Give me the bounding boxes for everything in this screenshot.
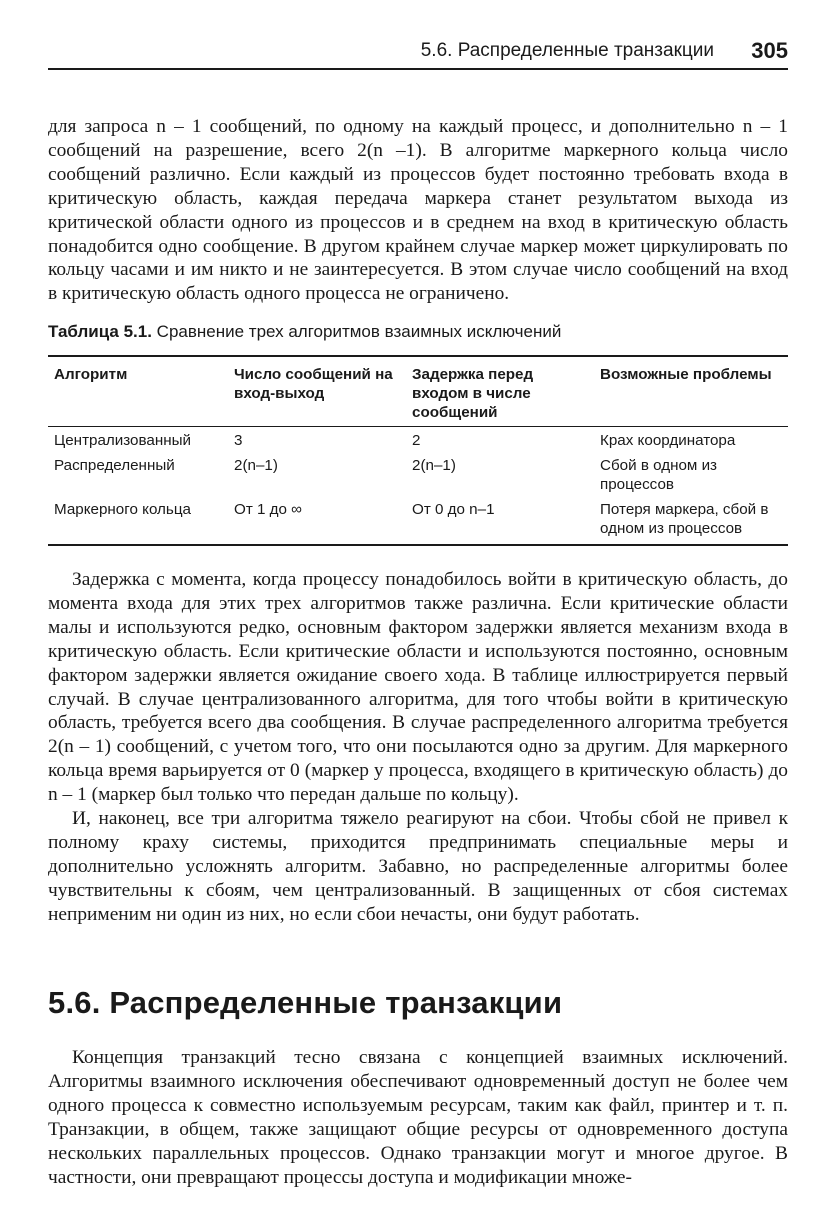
paragraph: И, наконец, все три алгоритма тяжело реагируют на сбои. Чтобы сбой не привел к полному краху системы, приходится предпринимать специальные меры и дополнительно усложнять алгоритм. Забавно, но распределенные алгоритмы более чувствительны к сбоям, чем централизованный. В защищенных от сбоя системах неприменим ни один из них, но если сбои нечасты, они будут работать. bbox=[48, 808, 788, 925]
table-cell: От 1 до ∞ bbox=[234, 501, 303, 518]
paragraph: Задержка с момента, когда процессу понадобилось войти в критическую область, до момента входа для этих трех алгоритмов также различна. Если критические области малы и используются редко, основным фактором задержки является механизм входа в критическую область. Если критические области и используются постоянно, основным фактором задержки является ожидание своего хода. В таблице иллюстрируется первый случай. В случае централизованного алгоритма, для того чтобы войти в критическую область, требуется всего два сообщения. В случае распределенного алгоритма требуется 2(n – 1) сообщений, с учетом того, что они посылаются одно за другим. Для маркерного кольца время варьируется от 0 (маркер у процесса, входящего в критическую область) до n – 1 (маркер был только что передан дальше по кольцу). bbox=[48, 569, 788, 806]
table-row bbox=[48, 453, 788, 497]
header-messages: Число сообщений на вход-выход bbox=[234, 366, 393, 402]
header-algorithm: Алгоритм bbox=[54, 366, 128, 383]
table-cell: Маркерного кольца bbox=[54, 501, 191, 518]
running-head-title: 5.6. Распределенные транзакции bbox=[420, 40, 714, 61]
table-row bbox=[48, 497, 788, 545]
table-header-row bbox=[48, 356, 788, 427]
table-cell: Сбой в одном из процессов bbox=[600, 457, 718, 493]
table-cell: 3 bbox=[234, 432, 243, 449]
table-cell: 2(n–1) bbox=[412, 457, 456, 474]
table-cell: 2(n–1) bbox=[234, 457, 278, 474]
table-cell: От 0 до n–1 bbox=[412, 501, 495, 518]
table-cell: Крах координатора bbox=[600, 432, 736, 449]
table-cell: 2 bbox=[412, 432, 421, 449]
header-delay: Задержка перед входом в числе сообщений bbox=[412, 366, 534, 421]
paragraph-intro bbox=[48, 115, 788, 306]
table-caption-text: Сравнение трех алгоритмов взаимных исключений bbox=[156, 322, 562, 341]
page-number: 305 bbox=[751, 38, 788, 63]
running-head bbox=[48, 38, 788, 70]
comparison-table bbox=[48, 355, 788, 546]
header-problems: Возможные проблемы bbox=[600, 366, 772, 383]
section-heading: 5.6. Распределенные транзакции bbox=[48, 985, 563, 1020]
table-caption bbox=[48, 322, 561, 342]
table-cell: Распределенный bbox=[54, 457, 175, 474]
paragraph: Концепция транзакций тесно связана с концепцией взаимных исключений. Алгоритмы взаимного исключения обеспечивают одновременный доступ не более чем одного процесса к совместно используемым ресурсам, таким как файл, принтер и т. п. Транзакции, в общем, также защищают общие ресурсы от одновременного доступа нескольких параллельных процессов. Однако транзакции могут и многое другое. В частности, они превращают процессы доступа и модификации множе- bbox=[48, 1047, 788, 1188]
table-cell: Потеря маркера, сбой в одном из процессов bbox=[600, 501, 769, 537]
table-caption-label: Таблица 5.1. bbox=[48, 322, 152, 341]
paragraph: для запроса n – 1 сообщений, по одному на каждый процесс, и дополнительно n – 1 сообщений на разрешение, всего 2(n –1). В алгоритме маркерного кольца число сообщений различно. Если каждый из процессов будет постоянно требовать входа в критическую область, каждая передача маркера станет результатом выхода из критической области одного из процессов и в среднем на вход в критическую область понадобится одно сообщение. В другом крайнем случае маркер может циркулировать по кольцу часами и им никто и не заинтересуется. В этом случае число сообщений на вход в критическую область одного процесса не ограничено. bbox=[48, 116, 788, 305]
paragraph-section-intro bbox=[48, 1046, 788, 1189]
paragraph-group bbox=[48, 568, 788, 927]
table-row bbox=[48, 427, 788, 454]
table-cell: Централизованный bbox=[54, 432, 192, 449]
